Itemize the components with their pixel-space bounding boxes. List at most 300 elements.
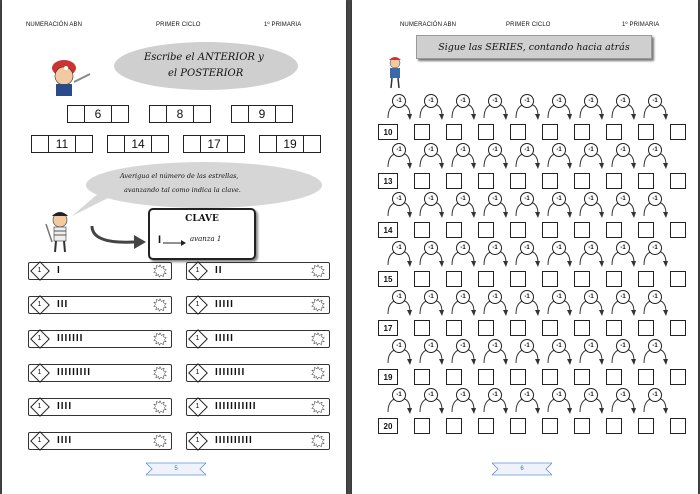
- step-label: -1: [648, 241, 662, 255]
- step-label: -1: [392, 241, 406, 255]
- step-label: -1: [584, 192, 598, 206]
- series-answer-box[interactable]: [446, 418, 462, 434]
- step-label: -1: [488, 388, 502, 402]
- step-label: -1: [424, 339, 438, 353]
- series-start-number: 17: [378, 320, 398, 336]
- minus-one-step: [418, 94, 444, 116]
- step-label: -1: [424, 388, 438, 402]
- minus-one-step: [450, 290, 476, 312]
- series-answer-box[interactable]: [606, 271, 622, 287]
- series-answer-box[interactable]: [574, 369, 590, 385]
- answer-box[interactable]: [303, 135, 321, 153]
- step-label: -1: [456, 388, 470, 402]
- series-answer-box[interactable]: [542, 369, 558, 385]
- tally-row: [28, 398, 172, 416]
- minus-one-step: [578, 94, 604, 116]
- step-label: -1: [648, 339, 662, 353]
- step-label: -1: [616, 94, 630, 108]
- step-label: -1: [392, 143, 406, 157]
- minus-one-step: [386, 339, 412, 361]
- step-label: -1: [456, 143, 470, 157]
- minus-one-step: [642, 241, 668, 263]
- series-answer-box[interactable]: [542, 320, 558, 336]
- tally-row: [186, 432, 330, 450]
- series-answer-box[interactable]: [446, 222, 462, 238]
- start-number: 1: [195, 301, 200, 308]
- pirate-illustration: [44, 54, 92, 100]
- step-label: -1: [616, 290, 630, 304]
- series-answer-box[interactable]: [670, 320, 686, 336]
- start-number: 1: [37, 369, 42, 376]
- minus-one-step: [642, 388, 668, 410]
- star-answer-icon[interactable]: [311, 264, 325, 278]
- minus-one-step: [546, 388, 572, 410]
- answer-box[interactable]: [183, 135, 201, 153]
- series-answer-box[interactable]: [414, 271, 430, 287]
- series-answer-box[interactable]: [478, 124, 494, 140]
- minus-one-step: [450, 339, 476, 361]
- neighbor-group: [150, 105, 211, 123]
- tally-marks: IIII: [57, 401, 73, 412]
- answer-box[interactable]: [107, 135, 125, 153]
- given-number: 9: [248, 105, 276, 123]
- step-label: -1: [616, 241, 630, 255]
- series-answer-box[interactable]: [478, 369, 494, 385]
- step-label: -1: [520, 388, 534, 402]
- series-answer-box[interactable]: [574, 222, 590, 238]
- series-answer-box[interactable]: [574, 320, 590, 336]
- answer-box[interactable]: [275, 105, 293, 123]
- step-label: -1: [392, 94, 406, 108]
- star-answer-icon[interactable]: [153, 434, 167, 448]
- star-answer-icon[interactable]: [311, 434, 325, 448]
- step-label: -1: [616, 388, 630, 402]
- minus-one-step: [578, 290, 604, 312]
- tally-row: [186, 398, 330, 416]
- step-label: -1: [520, 143, 534, 157]
- step-label: -1: [584, 241, 598, 255]
- minus-one-step: [610, 339, 636, 361]
- tally-row: [186, 330, 330, 348]
- minus-one-step: [514, 388, 540, 410]
- minus-one-step: [482, 94, 508, 116]
- series-answer-box[interactable]: [510, 222, 526, 238]
- series-answer-box[interactable]: [542, 173, 558, 189]
- key-text: avanza 1: [190, 235, 222, 243]
- series-answer-box[interactable]: [510, 173, 526, 189]
- step-label: -1: [424, 143, 438, 157]
- minus-one-step: [642, 94, 668, 116]
- stars-instruction-line-1: Averigua el número de las estrellas,: [120, 172, 239, 180]
- series-start-number: 10: [378, 124, 398, 140]
- minus-one-step: [482, 339, 508, 361]
- series-answer-box[interactable]: [542, 418, 558, 434]
- start-number: 1: [195, 437, 200, 444]
- step-label: -1: [648, 290, 662, 304]
- minus-one-step: [386, 241, 412, 263]
- series-answer-box[interactable]: [606, 124, 622, 140]
- step-label: -1: [520, 192, 534, 206]
- answer-box[interactable]: [149, 105, 167, 123]
- star-answer-icon[interactable]: [153, 298, 167, 312]
- tally-marks: IIIIIIII: [215, 367, 246, 378]
- start-number: 1: [195, 335, 200, 342]
- step-label: -1: [648, 192, 662, 206]
- start-number: 1: [195, 369, 200, 376]
- start-number: 1: [37, 335, 42, 342]
- series-answer-box[interactable]: [606, 418, 622, 434]
- star-answer-icon[interactable]: [311, 332, 325, 346]
- header-cycle: PRIMER CICLO: [506, 22, 551, 28]
- minus-one-step: [418, 339, 444, 361]
- minus-one-step: [642, 192, 668, 214]
- right-page: [352, 0, 698, 494]
- tally-marks: IIIIIIIIIII: [215, 401, 257, 412]
- minus-one-step: [546, 290, 572, 312]
- series-start-number: 13: [378, 173, 398, 189]
- series-answer-box[interactable]: [478, 271, 494, 287]
- minus-one-step: [642, 290, 668, 312]
- star-answer-icon[interactable]: [153, 332, 167, 346]
- minus-one-step: [450, 143, 476, 165]
- minus-one-step: [642, 143, 668, 165]
- start-number: 1: [195, 403, 200, 410]
- minus-one-step: [610, 192, 636, 214]
- tally-marks: IIIIIII: [57, 333, 84, 344]
- step-label: -1: [584, 290, 598, 304]
- minus-one-step: [578, 339, 604, 361]
- tally-marks: II: [215, 265, 223, 276]
- series-answer-box[interactable]: [670, 222, 686, 238]
- minus-one-step: [418, 143, 444, 165]
- tally-marks: IIIIIIIII: [57, 367, 92, 378]
- tally-marks: IIIIIIIIII: [215, 435, 253, 446]
- page-number: [492, 462, 552, 476]
- step-label: -1: [392, 192, 406, 206]
- star-answer-icon[interactable]: [153, 400, 167, 414]
- header-cycle: PRIMER CICLO: [156, 22, 201, 28]
- start-number: 1: [37, 403, 42, 410]
- series-answer-box[interactable]: [510, 418, 526, 434]
- series-answer-box[interactable]: [446, 173, 462, 189]
- answer-box[interactable]: [151, 135, 169, 153]
- given-number: 17: [200, 135, 228, 153]
- given-number: 8: [166, 105, 194, 123]
- step-label: -1: [456, 94, 470, 108]
- step-label: -1: [424, 94, 438, 108]
- series-answer-box[interactable]: [638, 124, 654, 140]
- series-answer-box[interactable]: [446, 124, 462, 140]
- minus-one-step: [578, 241, 604, 263]
- speech-tail: [72, 192, 112, 218]
- speech-bubble: [86, 162, 322, 208]
- minus-one-step: [546, 339, 572, 361]
- series-start-number: 19: [378, 369, 398, 385]
- minus-one-step: [642, 339, 668, 361]
- neighbor-group: [108, 135, 169, 153]
- series-answer-box[interactable]: [606, 320, 622, 336]
- step-label: -1: [520, 339, 534, 353]
- minus-one-step: [610, 388, 636, 410]
- step-label: -1: [424, 290, 438, 304]
- minus-one-step: [610, 143, 636, 165]
- tally-row: [28, 364, 172, 382]
- key-box: [148, 208, 256, 260]
- star-answer-icon[interactable]: [311, 366, 325, 380]
- step-label: -1: [584, 143, 598, 157]
- step-label: -1: [616, 339, 630, 353]
- minus-one-step: [482, 192, 508, 214]
- series-answer-box[interactable]: [670, 418, 686, 434]
- start-number: 1: [37, 267, 42, 274]
- series-answer-box[interactable]: [414, 173, 430, 189]
- star-answer-icon[interactable]: [153, 366, 167, 380]
- given-number: 6: [84, 105, 112, 123]
- series-answer-box[interactable]: [510, 271, 526, 287]
- series-answer-box[interactable]: [446, 271, 462, 287]
- key-arrow-icon: [163, 239, 187, 247]
- step-label: -1: [488, 94, 502, 108]
- step-label: -1: [488, 290, 502, 304]
- key-mark: I: [158, 234, 162, 246]
- series-answer-box[interactable]: [606, 369, 622, 385]
- series-answer-box[interactable]: [606, 173, 622, 189]
- step-label: -1: [520, 241, 534, 255]
- minus-one-step: [386, 388, 412, 410]
- minus-one-step: [546, 241, 572, 263]
- series-answer-box[interactable]: [638, 369, 654, 385]
- series-answer-box[interactable]: [510, 124, 526, 140]
- series-answer-box[interactable]: [670, 271, 686, 287]
- page-number-text: 5: [174, 466, 178, 472]
- minus-one-step: [482, 143, 508, 165]
- step-label: -1: [488, 143, 502, 157]
- minus-one-step: [610, 94, 636, 116]
- step-label: -1: [488, 241, 502, 255]
- series-answer-box[interactable]: [478, 222, 494, 238]
- page-number-text: 6: [520, 466, 524, 472]
- answer-box[interactable]: [67, 105, 85, 123]
- series-instruction: Sigue las SERIES, contando hacia atrás: [438, 41, 630, 53]
- minus-one-step: [386, 290, 412, 312]
- series-answer-box[interactable]: [414, 418, 430, 434]
- series-answer-box[interactable]: [638, 222, 654, 238]
- stars-instruction-line-2: avanzando tal como indica la clave.: [124, 186, 241, 194]
- series-answer-box[interactable]: [478, 173, 494, 189]
- series-answer-box[interactable]: [542, 124, 558, 140]
- step-label: -1: [552, 388, 566, 402]
- header-subject: NUMERACIÓN ABN: [26, 22, 83, 28]
- step-label: -1: [488, 339, 502, 353]
- start-number: 1: [37, 437, 42, 444]
- step-label: -1: [552, 94, 566, 108]
- series-answer-box[interactable]: [574, 124, 590, 140]
- minus-one-step: [418, 192, 444, 214]
- series-answer-box[interactable]: [542, 222, 558, 238]
- step-label: -1: [552, 143, 566, 157]
- answer-box[interactable]: [31, 135, 49, 153]
- answer-box[interactable]: [259, 135, 277, 153]
- step-label: -1: [584, 94, 598, 108]
- given-number: 11: [48, 135, 76, 153]
- series-answer-box[interactable]: [574, 418, 590, 434]
- step-label: -1: [648, 143, 662, 157]
- instruction-cloud: [114, 42, 298, 90]
- series-answer-box[interactable]: [638, 271, 654, 287]
- pirate-small-illustration: [384, 56, 406, 90]
- given-number: 14: [124, 135, 152, 153]
- step-label: -1: [552, 339, 566, 353]
- minus-one-step: [482, 290, 508, 312]
- neighbor-group: [232, 105, 293, 123]
- minus-one-step: [386, 143, 412, 165]
- series-answer-box[interactable]: [670, 369, 686, 385]
- series-answer-box[interactable]: [670, 173, 686, 189]
- step-label: -1: [456, 290, 470, 304]
- minus-one-step: [610, 290, 636, 312]
- series-start-number: 15: [378, 271, 398, 287]
- tally-row: [28, 432, 172, 450]
- step-label: -1: [456, 192, 470, 206]
- minus-one-step: [578, 143, 604, 165]
- series-answer-box[interactable]: [510, 369, 526, 385]
- minus-one-step: [578, 192, 604, 214]
- series-answer-box[interactable]: [542, 271, 558, 287]
- header-grade: 1º PRIMARIA: [622, 22, 660, 28]
- start-number: 1: [195, 267, 200, 274]
- neighbor-group: [68, 105, 129, 123]
- minus-one-step: [482, 388, 508, 410]
- curved-arrow-icon: [88, 220, 150, 250]
- answer-box[interactable]: [111, 105, 129, 123]
- step-label: -1: [552, 192, 566, 206]
- step-label: -1: [584, 339, 598, 353]
- series-answer-box[interactable]: [414, 320, 430, 336]
- series-answer-box[interactable]: [670, 124, 686, 140]
- answer-box[interactable]: [227, 135, 245, 153]
- step-label: -1: [392, 388, 406, 402]
- star-answer-icon[interactable]: [153, 264, 167, 278]
- star-answer-icon[interactable]: [311, 400, 325, 414]
- minus-one-step: [514, 241, 540, 263]
- series-instruction-banner: [416, 35, 652, 59]
- left-page: [2, 0, 346, 494]
- series-start-number: 20: [378, 418, 398, 434]
- series-answer-box[interactable]: [638, 418, 654, 434]
- answer-box[interactable]: [231, 105, 249, 123]
- tally-marks: IIIII: [215, 299, 234, 310]
- step-label: -1: [616, 143, 630, 157]
- step-label: -1: [392, 339, 406, 353]
- step-label: -1: [584, 388, 598, 402]
- minus-one-step: [546, 143, 572, 165]
- minus-one-step: [514, 94, 540, 116]
- instruction-line-1: Escribe el ANTERIOR y: [144, 52, 264, 63]
- minus-one-step: [450, 241, 476, 263]
- series-answer-box[interactable]: [638, 320, 654, 336]
- step-label: -1: [616, 192, 630, 206]
- answer-box[interactable]: [75, 135, 93, 153]
- series-answer-box[interactable]: [414, 222, 430, 238]
- pirate-kid-illustration: [42, 210, 76, 254]
- tally-marks: I: [57, 265, 61, 276]
- step-label: -1: [552, 241, 566, 255]
- minus-one-step: [386, 192, 412, 214]
- tally-row: [186, 296, 330, 314]
- series-answer-box[interactable]: [414, 369, 430, 385]
- tally-marks: IIII: [57, 435, 73, 446]
- series-answer-box[interactable]: [574, 173, 590, 189]
- given-number: 19: [276, 135, 304, 153]
- answer-box[interactable]: [193, 105, 211, 123]
- tally-row: [186, 262, 330, 280]
- star-answer-icon[interactable]: [311, 298, 325, 312]
- neighbor-group: [260, 135, 321, 153]
- minus-one-step: [386, 94, 412, 116]
- series-start-number: 14: [378, 222, 398, 238]
- neighbor-group: [32, 135, 93, 153]
- step-label: -1: [648, 388, 662, 402]
- page-number: [146, 462, 206, 476]
- step-label: -1: [552, 290, 566, 304]
- tally-row: [28, 296, 172, 314]
- step-label: -1: [456, 339, 470, 353]
- minus-one-step: [514, 192, 540, 214]
- step-label: -1: [488, 192, 502, 206]
- minus-one-step: [418, 388, 444, 410]
- series-answer-box[interactable]: [574, 271, 590, 287]
- minus-one-step: [514, 290, 540, 312]
- minus-one-step: [450, 192, 476, 214]
- series-answer-box[interactable]: [478, 418, 494, 434]
- minus-one-step: [610, 241, 636, 263]
- minus-one-step: [514, 143, 540, 165]
- series-answer-box[interactable]: [478, 320, 494, 336]
- series-answer-box[interactable]: [414, 124, 430, 140]
- tally-row: [186, 364, 330, 382]
- series-answer-box[interactable]: [446, 320, 462, 336]
- header-subject: NUMERACIÓN ABN: [400, 22, 457, 28]
- step-label: -1: [520, 290, 534, 304]
- minus-one-step: [546, 192, 572, 214]
- series-answer-box[interactable]: [606, 222, 622, 238]
- series-answer-box[interactable]: [638, 173, 654, 189]
- minus-one-step: [418, 241, 444, 263]
- minus-one-step: [450, 388, 476, 410]
- tally-marks: IIIII: [215, 333, 234, 344]
- step-label: -1: [424, 241, 438, 255]
- step-label: -1: [648, 94, 662, 108]
- minus-one-step: [514, 339, 540, 361]
- minus-one-step: [546, 94, 572, 116]
- instruction-line-2: el POSTERIOR: [168, 68, 244, 79]
- step-label: -1: [520, 94, 534, 108]
- step-label: -1: [456, 241, 470, 255]
- start-number: 1: [37, 301, 42, 308]
- tally-marks: III: [57, 299, 69, 310]
- minus-one-step: [578, 388, 604, 410]
- key-title: CLAVE: [185, 214, 219, 224]
- tally-row: [28, 330, 172, 348]
- tally-row: [28, 262, 172, 280]
- header-grade: 1º PRIMARIA: [264, 22, 302, 28]
- series-answer-box[interactable]: [510, 320, 526, 336]
- minus-one-step: [418, 290, 444, 312]
- step-label: -1: [424, 192, 438, 206]
- neighbor-group: [184, 135, 245, 153]
- series-answer-box[interactable]: [446, 369, 462, 385]
- step-label: -1: [392, 290, 406, 304]
